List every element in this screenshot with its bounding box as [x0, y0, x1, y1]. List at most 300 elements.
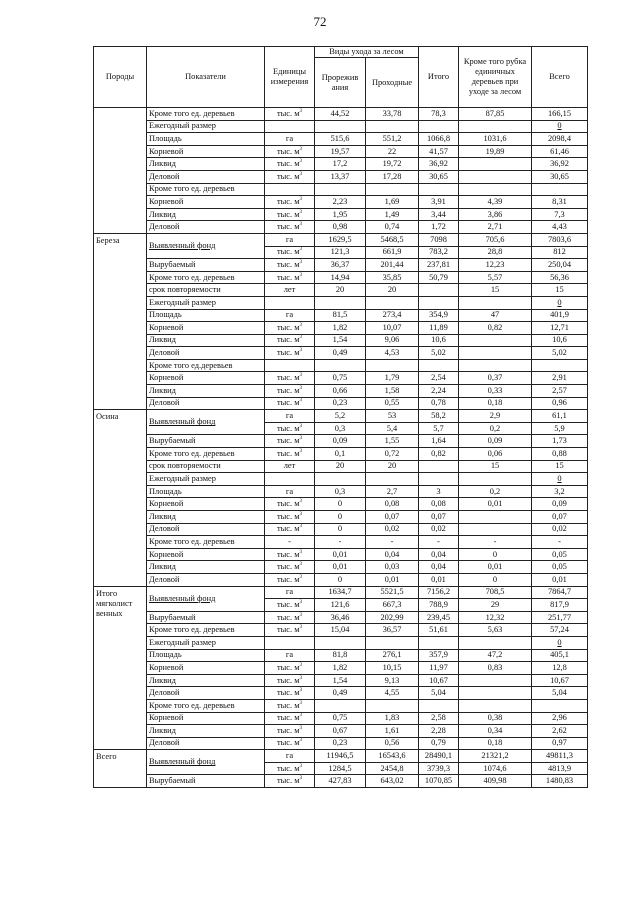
table-row	[94, 561, 588, 574]
cell-value: 2454,8	[366, 762, 419, 775]
table-row	[94, 725, 588, 738]
cell-value	[366, 473, 419, 486]
cell-value: 708,5	[459, 586, 532, 599]
row-unit: тыс. $м^3$	[265, 523, 315, 536]
cell-value: 1,58	[366, 385, 419, 398]
group-name: Итого мягколист венных	[94, 586, 147, 750]
group-name: Осина	[94, 410, 147, 586]
row-label	[147, 372, 265, 385]
cell-value: 0,09	[315, 435, 366, 448]
cell-value: -	[532, 536, 588, 549]
row-unit: тыс. $м^3$	[265, 762, 315, 775]
cell-value: 788,9	[419, 599, 459, 612]
cell-value: 0	[315, 573, 366, 586]
row-unit: тыс. $м^3$	[265, 561, 315, 574]
table-row	[94, 573, 588, 586]
row-label	[147, 322, 265, 335]
table-row	[94, 397, 588, 410]
cell-value: 36,92	[532, 158, 588, 171]
table-row	[94, 435, 588, 448]
cell-value: 0,01	[459, 498, 532, 511]
row-label	[147, 410, 265, 435]
cell-value: 0,03	[366, 561, 419, 574]
table-row	[94, 448, 588, 461]
row-label	[147, 196, 265, 209]
table-row	[94, 208, 588, 221]
row-unit: тыс. $м^3$	[265, 599, 315, 612]
cell-value: 12,71	[532, 322, 588, 335]
row-label-text: Корневой	[149, 499, 184, 509]
table-row	[94, 410, 588, 423]
cell-value: 15	[459, 284, 532, 297]
cell-value: 5,9	[532, 422, 588, 435]
table-row	[94, 183, 588, 196]
cell-value: 250,04	[532, 259, 588, 272]
cell-value	[366, 699, 419, 712]
cell-value: 4,53	[366, 347, 419, 360]
cell-value: 11946,5	[315, 750, 366, 763]
cell-value: 0,01	[532, 573, 588, 586]
row-label	[147, 712, 265, 725]
cell-value: 201,44	[366, 259, 419, 272]
cell-value: 5,04	[532, 687, 588, 700]
cell-value: 20	[315, 284, 366, 297]
cell-value	[532, 359, 588, 372]
cell-value: 0,05	[532, 561, 588, 574]
cell-value: 812	[532, 246, 588, 259]
row-unit: га	[265, 309, 315, 322]
row-unit: тыс. $м^3$	[265, 624, 315, 637]
row-label	[147, 611, 265, 624]
cell-value: 1066,8	[419, 133, 459, 146]
cell-value: 7,3	[532, 208, 588, 221]
cell-value: 47	[459, 309, 532, 322]
header-porody: Породы	[94, 47, 147, 108]
cell-value	[315, 120, 366, 133]
cell-value: 3739,3	[419, 762, 459, 775]
row-unit: тыс. $м^3$	[265, 108, 315, 121]
table-row	[94, 259, 588, 272]
cell-value: 56,36	[532, 271, 588, 284]
cell-value: 81,8	[315, 649, 366, 662]
row-unit: тыс. $м^3$	[265, 259, 315, 272]
cell-value: -	[366, 536, 419, 549]
row-label-text: Площадь	[149, 486, 182, 496]
cell-value: 50,79	[419, 271, 459, 284]
row-unit: тыс. $м^3$	[265, 448, 315, 461]
table-row	[94, 170, 588, 183]
row-label-text: Вырубаемый	[149, 259, 196, 269]
header-row-1	[94, 47, 588, 58]
row-label	[147, 208, 265, 221]
header-prokhodnye: Проходные	[366, 58, 419, 108]
cell-value: 4,43	[532, 221, 588, 234]
row-label	[147, 674, 265, 687]
cell-value: 19,57	[315, 145, 366, 158]
cell-value: 1,79	[366, 372, 419, 385]
cell-value: 354,9	[419, 309, 459, 322]
row-label-text: Ликвид	[149, 335, 176, 345]
cell-value: 0,09	[459, 435, 532, 448]
header-edinicy: Единицы измерения	[265, 47, 315, 108]
table-row	[94, 511, 588, 524]
cell-value: 0,3	[315, 485, 366, 498]
row-label	[147, 536, 265, 549]
cell-value: 5,02	[419, 347, 459, 360]
row-label	[147, 473, 265, 486]
table-row	[94, 347, 588, 360]
cell-value: 1,49	[366, 208, 419, 221]
row-label-text: срок повторяемости	[149, 285, 221, 295]
cell-value: 0,3	[315, 422, 366, 435]
row-label-text: Ликвид	[149, 159, 176, 169]
row-label	[147, 649, 265, 662]
cell-value: 7864,7	[532, 586, 588, 599]
cell-value: 2098,4	[532, 133, 588, 146]
cell-value: 1629,5	[315, 233, 366, 246]
cell-value: 817,9	[532, 599, 588, 612]
row-label-text: Ежегодный размер	[149, 637, 216, 647]
cell-value	[315, 296, 366, 309]
cell-value-text: 0	[557, 474, 562, 484]
row-label-text: Вырубаемый	[149, 612, 196, 622]
cell-value: 53	[366, 410, 419, 423]
cell-value: 783,2	[419, 246, 459, 259]
row-label-text: Кроме того ед. деревьев	[149, 536, 235, 546]
cell-value: 10,6	[419, 334, 459, 347]
group-name: Береза	[94, 233, 147, 409]
table-row	[94, 296, 588, 309]
table-row	[94, 548, 588, 561]
cell-value: 17,28	[366, 170, 419, 183]
row-label-text: Деловой	[149, 348, 180, 358]
cell-value: 0,05	[532, 548, 588, 561]
cell-value: 3,44	[419, 208, 459, 221]
cell-value: 4813,9	[532, 762, 588, 775]
row-unit: тыс. $м^3$	[265, 397, 315, 410]
row-label-text: Ликвид	[149, 675, 176, 685]
cell-value: 0,33	[459, 385, 532, 398]
cell-value: 1,54	[315, 334, 366, 347]
header-pokazateli: Показатели	[147, 47, 265, 108]
cell-value: 0	[459, 573, 532, 586]
cell-value: 57,24	[532, 624, 588, 637]
cell-value: 0,49	[315, 347, 366, 360]
cell-value: 0,01	[366, 573, 419, 586]
cell-value: 5,4	[366, 422, 419, 435]
row-label	[147, 725, 265, 738]
row-label	[147, 737, 265, 750]
table-row	[94, 221, 588, 234]
row-unit: тыс. $м^3$	[265, 271, 315, 284]
cell-value	[366, 636, 419, 649]
cell-value: 0,98	[315, 221, 366, 234]
table-body	[94, 108, 588, 788]
cell-value	[419, 296, 459, 309]
row-label	[147, 284, 265, 297]
cell-value: 1031,6	[459, 133, 532, 146]
table-row	[94, 233, 588, 246]
cell-value: 36,57	[366, 624, 419, 637]
cell-value	[459, 511, 532, 524]
cell-value	[366, 359, 419, 372]
cell-value: 0,23	[315, 397, 366, 410]
page-number: 72	[313, 14, 327, 29]
cell-value	[532, 636, 588, 649]
row-label-text: Корневой	[149, 373, 184, 383]
cell-value: 0,75	[315, 712, 366, 725]
cell-value: 0,01	[315, 548, 366, 561]
cell-value	[315, 636, 366, 649]
table-row	[94, 284, 588, 297]
cell-value: 9,13	[366, 674, 419, 687]
cell-value: 5,02	[532, 347, 588, 360]
cell-value: 0,08	[419, 498, 459, 511]
row-label	[147, 435, 265, 448]
row-unit: тыс. $м^3$	[265, 498, 315, 511]
cell-value: 0,04	[419, 561, 459, 574]
row-label-text: Площадь	[149, 133, 182, 143]
cell-value: 0,82	[419, 448, 459, 461]
row-label	[147, 485, 265, 498]
row-label-text: Корневой	[149, 322, 184, 332]
cell-value: 0,18	[459, 737, 532, 750]
row-label-text: Выявленный фонд	[149, 417, 216, 427]
cell-value: 1,55	[366, 435, 419, 448]
cell-value: 58,2	[419, 410, 459, 423]
cell-value: 10,67	[419, 674, 459, 687]
table-row	[94, 536, 588, 549]
table-row	[94, 674, 588, 687]
row-label	[147, 347, 265, 360]
row-label	[147, 259, 265, 272]
row-label-text: Кроме того ед.деревьев	[149, 360, 233, 370]
row-unit: тыс. $м^3$	[265, 145, 315, 158]
cell-value: 0,75	[315, 372, 366, 385]
cell-value: 0,97	[532, 737, 588, 750]
table-row	[94, 485, 588, 498]
cell-value: 0	[315, 523, 366, 536]
row-label-text: Ликвид	[149, 562, 176, 572]
row-label-text: Кроме того ед. деревьев	[149, 272, 235, 282]
cell-value: 5,7	[419, 422, 459, 435]
cell-value: 51,61	[419, 624, 459, 637]
cell-value: 1,61	[366, 725, 419, 738]
row-label-text: Вырубаемый	[149, 776, 196, 786]
cell-value: 44,52	[315, 108, 366, 121]
cell-value	[532, 296, 588, 309]
table-row	[94, 385, 588, 398]
row-label-text: Ежегодный размер	[149, 297, 216, 307]
row-unit: га	[265, 649, 315, 662]
row-label	[147, 561, 265, 574]
row-label	[147, 233, 265, 258]
cell-value: 2,24	[419, 385, 459, 398]
cell-value-text: 0	[557, 297, 562, 307]
cell-value: 0,49	[315, 687, 366, 700]
row-unit: тыс. $м^3$	[265, 511, 315, 524]
cell-value: 20	[366, 284, 419, 297]
cell-value	[419, 120, 459, 133]
row-unit: тыс. $м^3$	[265, 322, 315, 335]
cell-value	[459, 699, 532, 712]
cell-value: 1480,83	[532, 775, 588, 788]
cell-value: 0,09	[532, 498, 588, 511]
table-row	[94, 133, 588, 146]
cell-value: -	[459, 536, 532, 549]
cell-value: 22	[366, 145, 419, 158]
cell-value: 19,72	[366, 158, 419, 171]
cell-value: 0,79	[419, 737, 459, 750]
cell-value: 29	[459, 599, 532, 612]
cell-value: 0,2	[459, 485, 532, 498]
row-unit: га	[265, 233, 315, 246]
cell-value: 1,95	[315, 208, 366, 221]
table-row	[94, 120, 588, 133]
row-label-text: Корневой	[149, 146, 184, 156]
cell-value: 0,02	[419, 523, 459, 536]
row-unit	[265, 183, 315, 196]
cell-value: -	[419, 536, 459, 549]
cell-value	[459, 158, 532, 171]
cell-value	[532, 699, 588, 712]
cell-value: 2,23	[315, 196, 366, 209]
forest-care-table	[93, 46, 588, 788]
cell-value: 3	[419, 485, 459, 498]
cell-value	[459, 183, 532, 196]
cell-value: 0,01	[419, 573, 459, 586]
row-label-text: Выявленный фонд	[149, 593, 216, 603]
cell-value: 19,89	[459, 145, 532, 158]
row-label	[147, 133, 265, 146]
cell-value: 87,85	[459, 108, 532, 121]
header-vsego: Всего	[532, 47, 588, 108]
row-label-text: Ликвид	[149, 209, 176, 219]
cell-value: 2,58	[419, 712, 459, 725]
row-label-text: Кроме того ед. деревьев	[149, 625, 235, 635]
cell-value: 273,4	[366, 309, 419, 322]
cell-value: 61,1	[532, 410, 588, 423]
row-label	[147, 775, 265, 788]
row-label	[147, 120, 265, 133]
cell-value: 0	[315, 511, 366, 524]
row-unit	[265, 359, 315, 372]
cell-value: 20	[315, 460, 366, 473]
row-unit: -	[265, 536, 315, 549]
row-unit: га	[265, 133, 315, 146]
table-row	[94, 611, 588, 624]
cell-value	[532, 473, 588, 486]
cell-value	[419, 473, 459, 486]
cell-value: 4,55	[366, 687, 419, 700]
table-row	[94, 712, 588, 725]
cell-value: 78,3	[419, 108, 459, 121]
cell-value: 667,3	[366, 599, 419, 612]
table-row	[94, 322, 588, 335]
row-label-text: Выявленный фонд	[149, 757, 216, 767]
cell-value: 1,54	[315, 674, 366, 687]
cell-value	[532, 120, 588, 133]
cell-value: 2,28	[419, 725, 459, 738]
row-label	[147, 359, 265, 372]
cell-value: 2,7	[366, 485, 419, 498]
row-unit: тыс. $м^3$	[265, 674, 315, 687]
table-row	[94, 636, 588, 649]
cell-value: 409,98	[459, 775, 532, 788]
cell-value: 0,04	[366, 548, 419, 561]
cell-value: 10,6	[532, 334, 588, 347]
row-unit: тыс. $м^3$	[265, 158, 315, 171]
cell-value: 61,46	[532, 145, 588, 158]
cell-value: 3,2	[532, 485, 588, 498]
cell-value: 5,04	[419, 687, 459, 700]
cell-value: 3,86	[459, 208, 532, 221]
row-label	[147, 334, 265, 347]
cell-value: 10,15	[366, 662, 419, 675]
row-label-text: Корневой	[149, 549, 184, 559]
cell-value: 16543,6	[366, 750, 419, 763]
row-label	[147, 548, 265, 561]
cell-value: 33,78	[366, 108, 419, 121]
table-row	[94, 108, 588, 121]
cell-value: 0,08	[366, 498, 419, 511]
cell-value: 15	[459, 460, 532, 473]
row-label	[147, 170, 265, 183]
group-name: Всего	[94, 750, 147, 788]
cell-value: 0,96	[532, 397, 588, 410]
cell-value: 551,2	[366, 133, 419, 146]
cell-value: 36,92	[419, 158, 459, 171]
table-row	[94, 196, 588, 209]
cell-value: 1,83	[366, 712, 419, 725]
row-label-text: Кроме того ед. деревьев	[149, 448, 235, 458]
cell-value: 0,07	[419, 511, 459, 524]
cell-value: 0,37	[459, 372, 532, 385]
row-unit: тыс. $м^3$	[265, 662, 315, 675]
row-label	[147, 145, 265, 158]
cell-value	[419, 636, 459, 649]
row-label-text: Кроме того ед. деревьев	[149, 184, 235, 194]
cell-value: 0,2	[459, 422, 532, 435]
row-unit	[265, 296, 315, 309]
cell-value: 0,01	[459, 561, 532, 574]
row-unit: га	[265, 586, 315, 599]
cell-value	[315, 473, 366, 486]
row-label	[147, 296, 265, 309]
cell-value: 0,55	[366, 397, 419, 410]
header-krome-rubka: Кроме того рубка единичных деревьев при уходе за лесом	[459, 47, 532, 108]
row-unit: тыс. $м^3$	[265, 611, 315, 624]
cell-value: 36,46	[315, 611, 366, 624]
row-label-text: Корневой	[149, 662, 184, 672]
cell-value	[419, 183, 459, 196]
cell-value	[419, 460, 459, 473]
cell-value: 1,72	[419, 221, 459, 234]
cell-value	[315, 359, 366, 372]
row-label	[147, 397, 265, 410]
table-row	[94, 586, 588, 599]
cell-value: 1,69	[366, 196, 419, 209]
cell-value: 2,62	[532, 725, 588, 738]
table-row	[94, 498, 588, 511]
cell-value	[366, 120, 419, 133]
cell-value	[366, 296, 419, 309]
cell-value: 166,15	[532, 108, 588, 121]
group-name	[94, 108, 147, 234]
table-row	[94, 750, 588, 763]
cell-value: 0,34	[459, 725, 532, 738]
cell-value: 1,64	[419, 435, 459, 448]
